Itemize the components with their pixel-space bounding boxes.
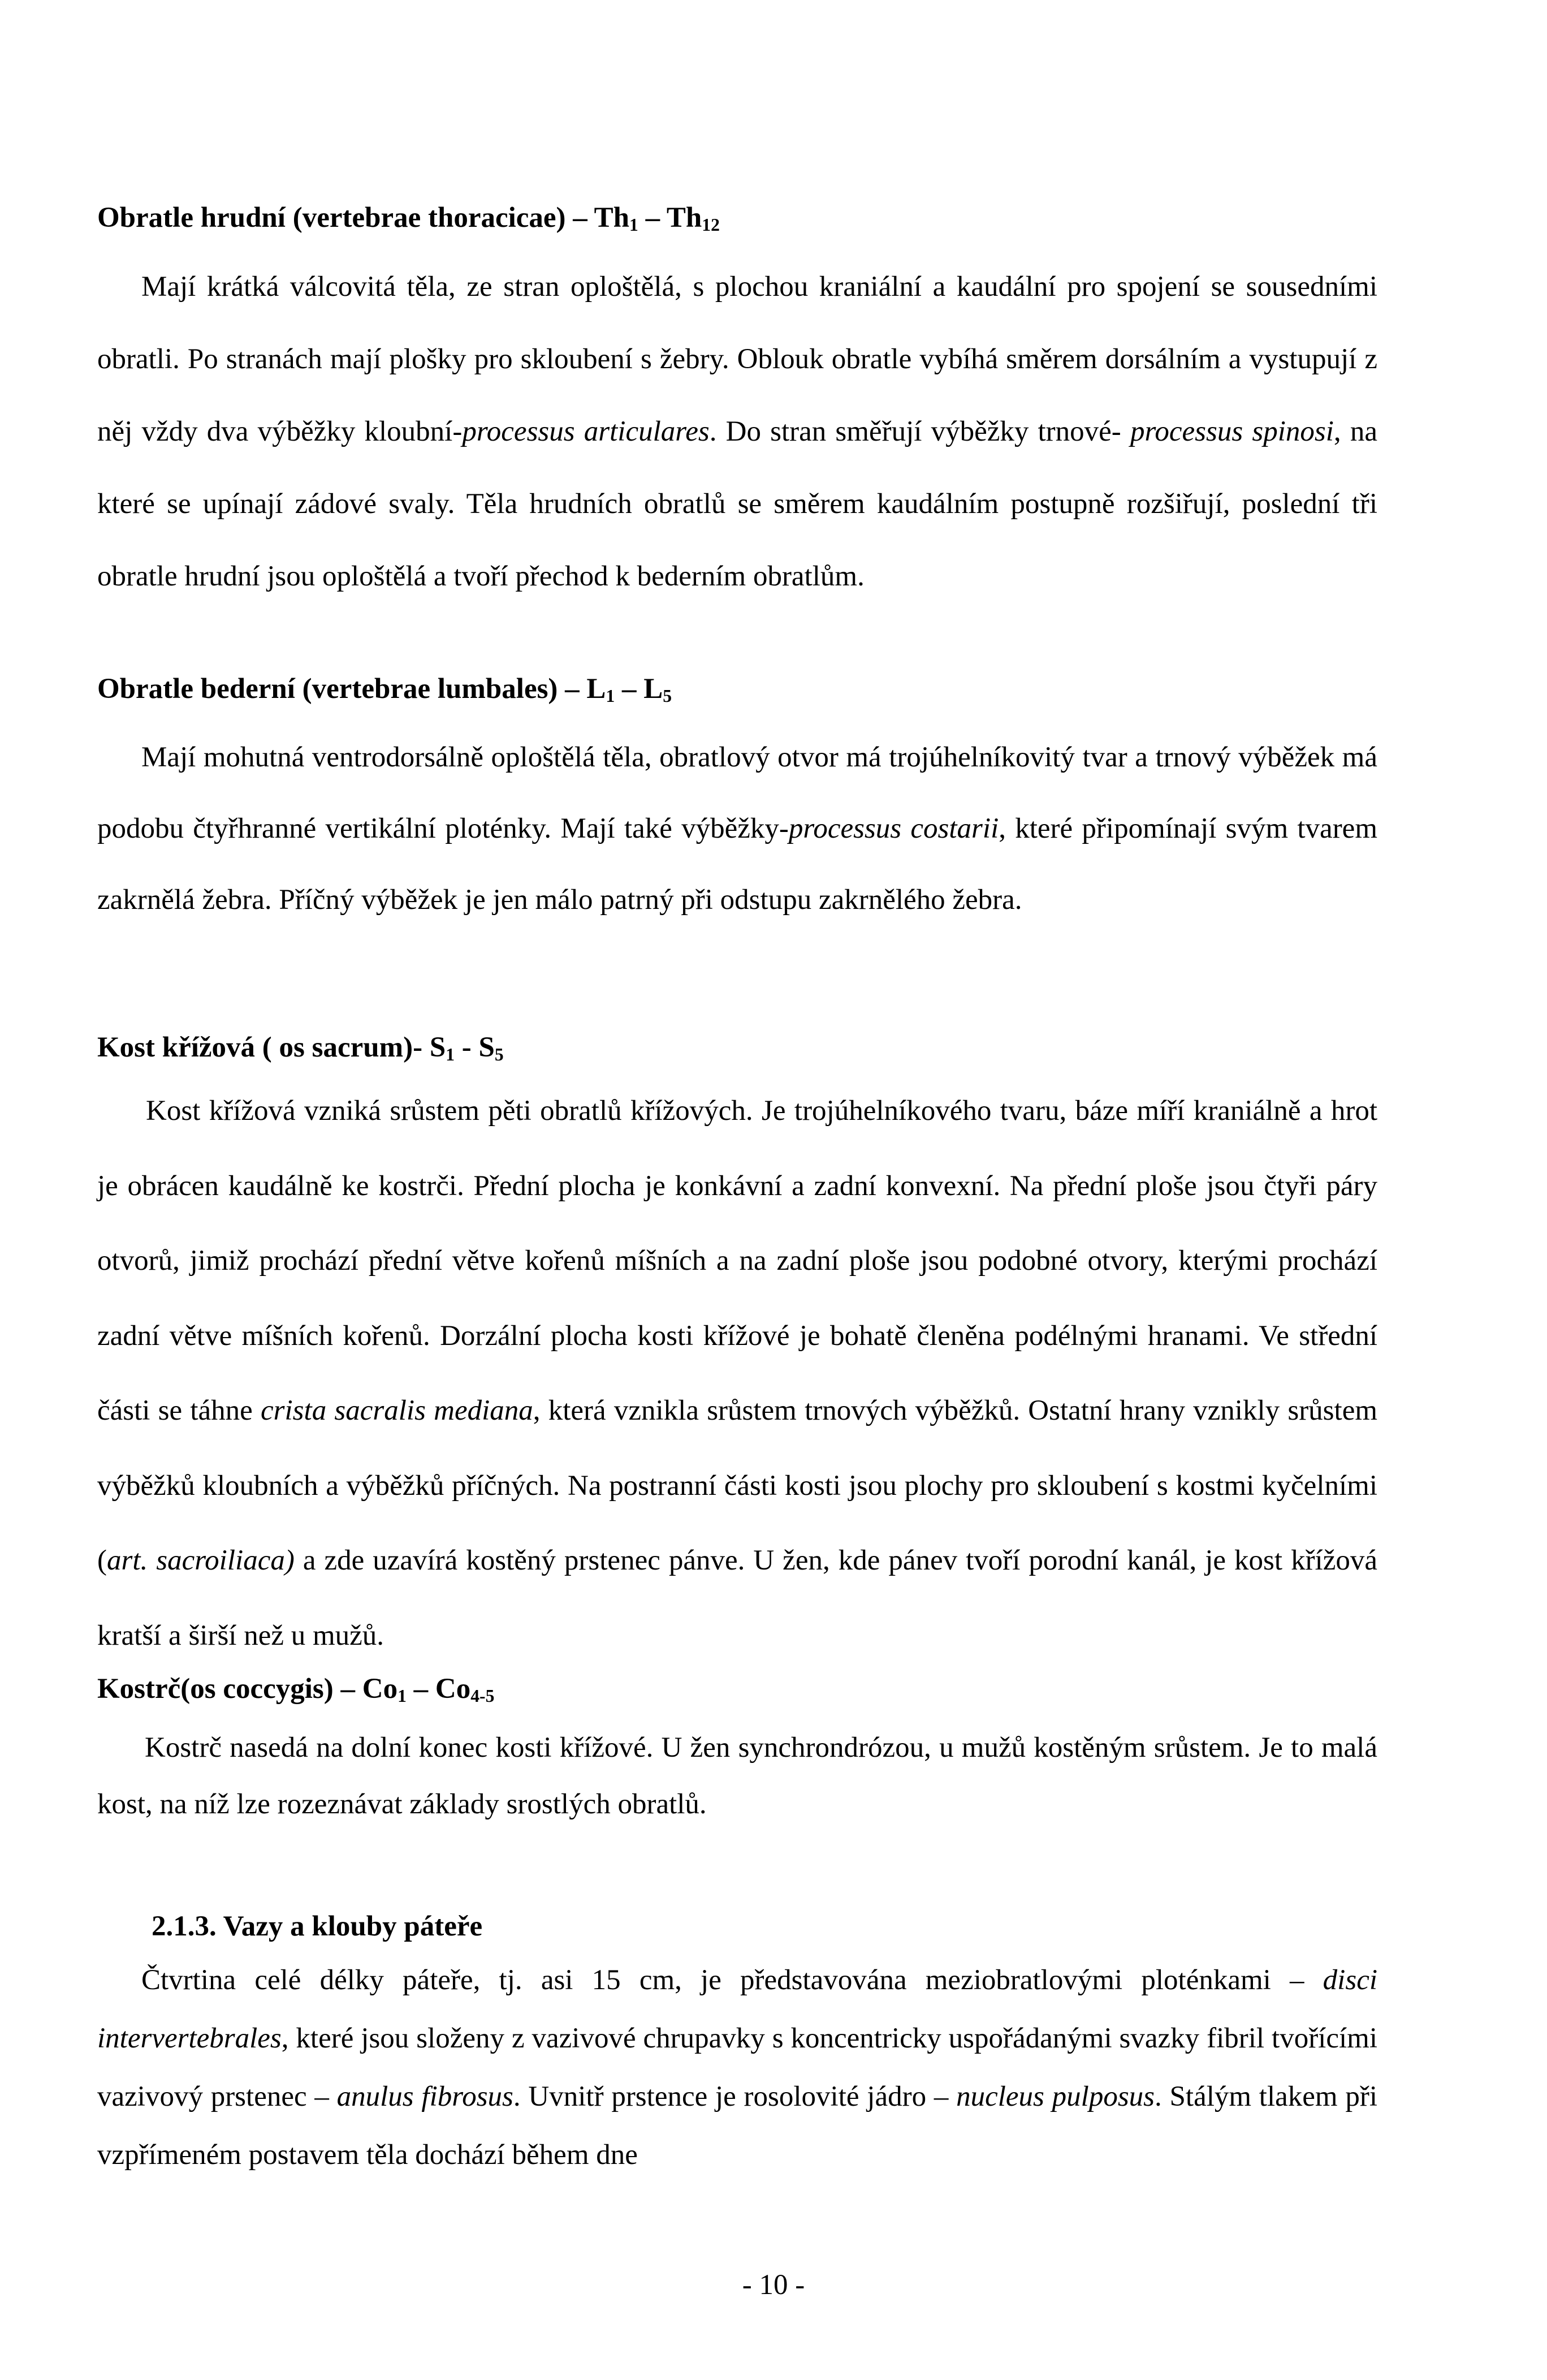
- paragraph: Kost křížová vzniká srůstem pěti obratlů křížových. Je trojúhelníkového tvaru, báze míří kraniálně a hrot je obrácen kaudálně ke kostrči. Přední plocha je konkávní a zadní konvexní. Na přední ploše jsou čtyři páry otvorů, jimiž prochází přední větve kořenů míšních a na zadní ploše jsou podobné otvory, kterými prochází zadní větve míšních kořenů. Dorzální plocha kosti křížové je bohatě členěna podélnými hranami. Ve střední části se táhne crista sacralis mediana, která vznikla srůstem trnových výběžků. Ostatní hrany vznikly srůstem výběžků kloubních a výběžků příčných. Na postranní části kosti jsou plochy pro skloubení s kostmi kyčelními (art. sacroiliaca) a zde uzavírá kostěný prstenec pánve. U žen, kde pánev tvoří porodní kanál, je kost křížová kratší a širší než u mužů.: [97, 1095, 1378, 1652]
- page-number: - 10 -: [742, 2269, 805, 2301]
- section-heading: Kostrč(os coccygis) – $Co_1 - Co_{4-5}$: [97, 1673, 495, 1706]
- section-heading: 2.1.3. Vazy a klouby páteře: [152, 1911, 483, 1942]
- paragraph: Čtvrtina celé délky páteře, tj. asi 15 cm, je představována meziobratlovými ploténkami – disci intervertebrales, které jsou složeny z vazivové chrupavky s koncentricky uspořádanými svazky fibril tvořícími vazivový prstenec – anulus fibrosus. Uvnitř prstence je rosolovité jádro – nucleus pulposus. Stálým tlakem při vzpřímeném postavem těla dochází během dne: [97, 1964, 1377, 2171]
- section-heading: Obratle bederní (vertebrae lumbales) – $L_1 - L_5$: [97, 673, 672, 706]
- paragraph: Mají krátká válcovitá těla, ze stran oploštělá, s plochou kraniální a kaudální pro spojení se sousedními obratli. Po stranách mají plošky pro skloubení s žebry. Oblouk obratle vybíhá směrem dorsálním a vystupují z něj vždy dva výběžky kloubní-processus articulares. Do stran směřují výběžky trnové- processus spinosi, na které se upínají zádové svaly. Těla hrudních obratlů se směrem kaudálním postupně rozšiřují, poslední tři obratle hrudní jsou oploštělá a tvoří přechod k bederním obratlům.: [97, 271, 1377, 592]
- section-lumbar-vertebrae: [97, 672, 1377, 935]
- section-sacrum: [97, 1031, 1377, 1673]
- section-ligaments-joints: [97, 1909, 1377, 2184]
- paragraph: Mají mohutná ventrodorsálně oploštělá těla, obratlový otvor má trojúhelníkovitý tvar a trnový výběžek má podobu čtyřhranné vertikální ploténky. Mají také výběžky-processus costarii, které připomínají svým tvarem zakrnělá žebra. Příčný výběžek je jen málo patrný při odstupu zakrnělého žebra.: [97, 741, 1377, 916]
- section-coccyx: [97, 1672, 1377, 1833]
- section-heading: Kost křížová ( os sacrum)- $S_1 - S_5$: [97, 1032, 504, 1064]
- section-thoracic-vertebrae: [97, 201, 1377, 613]
- section-heading: Obratle hrudní (vertebrae thoracicae) – $Th_1 - Th_{12}$: [97, 202, 720, 235]
- paragraph: Kostrč nasedá na dolní konec kosti křížové. U žen synchrondrózou, u mužů kostěným srůstem. Je to malá kost, na níž lze rozeznávat základy srostlých obratlů.: [97, 1732, 1377, 1820]
